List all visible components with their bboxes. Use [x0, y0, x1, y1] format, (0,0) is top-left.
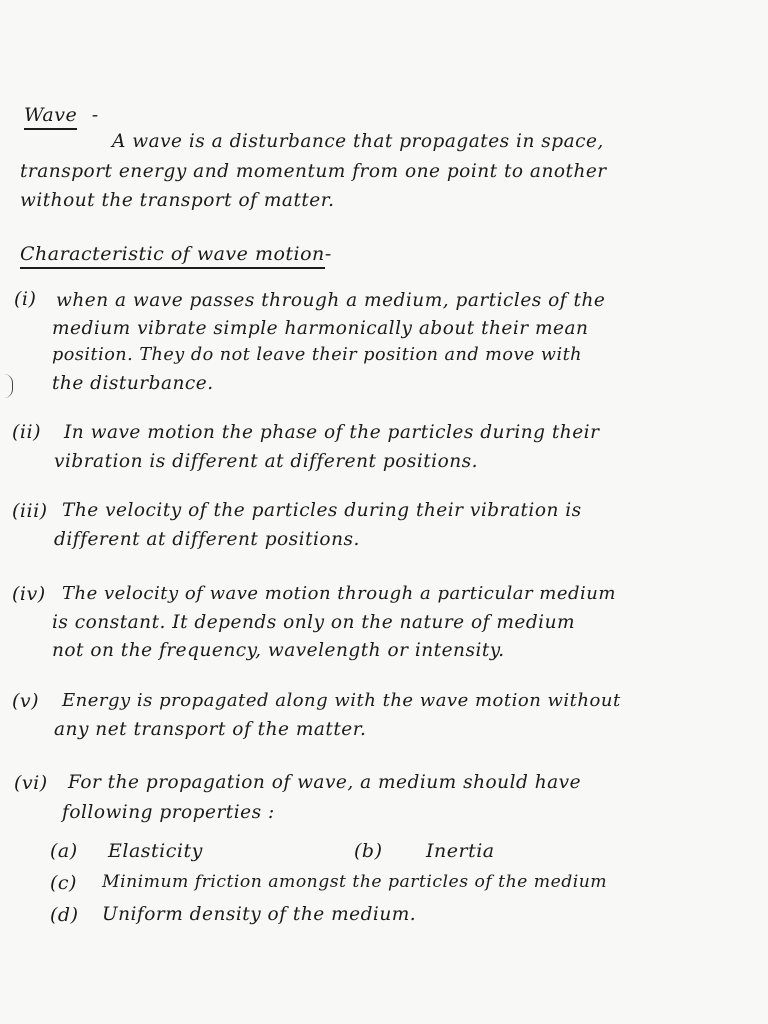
section-title: Characteristic of wave motion [20, 243, 325, 269]
intro-line-2: transport energy and momentum from one point to another [20, 161, 607, 182]
property-a-text: Elasticity [108, 840, 203, 862]
point-v-line-2: any net transport of the matter. [54, 719, 367, 740]
point-iv-line-1: The velocity of wave motion through a particular medium [62, 583, 616, 604]
point-ii-line-1: In wave motion the phase of the particles during their [64, 422, 600, 443]
intro-line-1: A wave is a disturbance that propagates in space, [112, 131, 604, 152]
point-vi-label: (vi) [14, 772, 48, 794]
wave-heading: Wave [24, 104, 77, 130]
intro-line-3: without the transport of matter. [20, 190, 335, 211]
wave-heading-dash: - [91, 104, 99, 126]
point-vi-line-2: following properties : [62, 802, 275, 823]
stray-pen-mark [4, 374, 13, 398]
point-i-line-2: medium vibrate simple harmonically about their mean [52, 318, 589, 339]
property-a-label: (a) [50, 840, 78, 862]
point-ii-label: (ii) [12, 421, 41, 443]
property-c-text: Minimum friction amongst the particles of the medium [102, 872, 608, 892]
point-v-label: (v) [12, 690, 40, 712]
property-b-label: (b) [354, 840, 383, 862]
point-ii-line-2: vibration is different at different positions. [54, 451, 479, 472]
property-b-text: Inertia [426, 840, 495, 862]
point-i-line-1: when a wave passes through a medium, particles of the [56, 290, 606, 311]
property-d-text: Uniform density of the medium. [102, 904, 417, 925]
point-iii-line-2: different at different positions. [54, 529, 360, 550]
wave-heading-line [24, 106, 99, 125]
point-i-label: (i) [14, 288, 37, 310]
point-iv-line-3: not on the frequency, wavelength or intensity. [52, 640, 505, 661]
section-title-line [20, 245, 332, 264]
property-c-label: (c) [50, 872, 77, 894]
point-vi-line-1: For the propagation of wave, a medium should have [68, 772, 582, 793]
point-i-line-3: position. They do not leave their position and move with [52, 345, 582, 365]
point-i-line-4: the disturbance. [52, 373, 214, 394]
point-v-line-1: Energy is propagated along with the wave motion without [62, 690, 621, 711]
section-title-dash: - [324, 243, 332, 265]
point-iv-line-2: is constant. It depends only on the nature of medium [52, 612, 576, 633]
property-d-label: (d) [50, 904, 79, 926]
point-iv-label: (iv) [12, 583, 46, 605]
point-iii-line-1: The velocity of the particles during their vibration is [62, 500, 582, 521]
point-iii-label: (iii) [12, 500, 48, 522]
